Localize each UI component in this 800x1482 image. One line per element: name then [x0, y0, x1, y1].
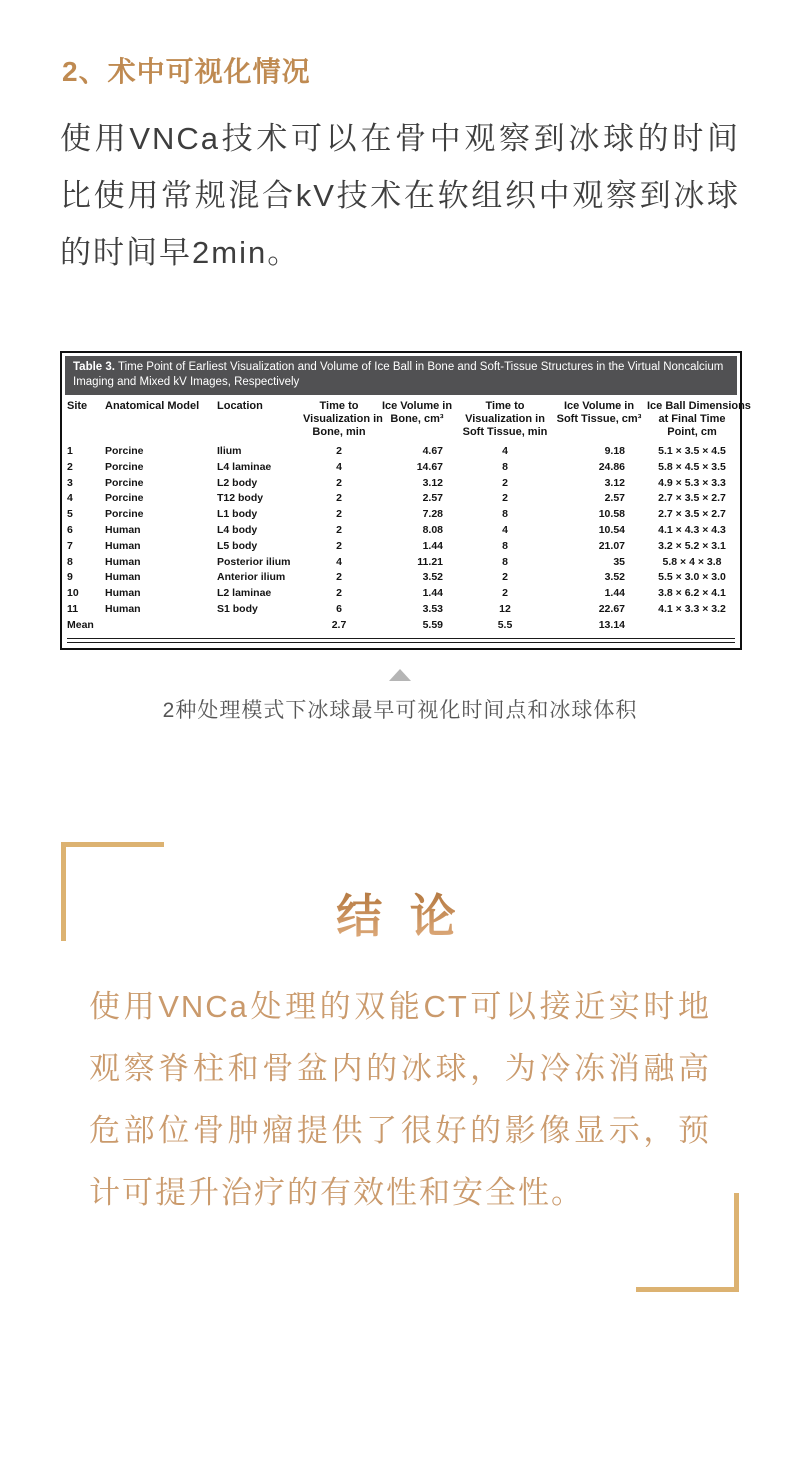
table-cell: 10 — [67, 587, 79, 600]
table-cell: L2 body — [217, 476, 258, 489]
table-cell: 7 — [67, 539, 73, 552]
table-cell: 2.7 × 3.5 × 2.7 — [658, 492, 726, 505]
column-header: Time to Visualization in Soft Tissue, min — [462, 400, 548, 438]
table-cell: 5 — [67, 508, 73, 521]
table-row — [65, 476, 737, 492]
table-cell: L1 body — [217, 508, 258, 521]
results-table-head — [65, 400, 751, 444]
table-cell: L5 body — [217, 539, 258, 552]
table-cell: 2 — [502, 492, 508, 505]
table-cell: 2.57 — [604, 492, 625, 505]
table-cell: 4 — [336, 555, 342, 568]
caption-arrow-icon — [389, 669, 411, 681]
table-cell: 8 — [502, 555, 508, 568]
corner-bracket-top-left-icon — [61, 842, 164, 941]
table-cell: Porcine — [105, 445, 144, 457]
table-cell: 6 — [336, 602, 342, 615]
table-cell: 3 — [67, 476, 73, 489]
table-cell: 2 — [336, 492, 342, 505]
table-cell: 9.18 — [604, 445, 625, 457]
column-header: Location — [217, 400, 263, 412]
table-cell: T12 body — [217, 492, 264, 505]
table-number-label: Table 3. — [73, 361, 115, 373]
table-cell: Posterior ilium — [217, 555, 291, 568]
column-header: Ice Volume in Bone, cm³ — [381, 400, 453, 425]
table-cell: 2 — [336, 445, 342, 457]
table-cell: 4.9 × 5.3 × 3.3 — [658, 476, 726, 489]
table-cell: Porcine — [105, 508, 144, 521]
table-row — [65, 555, 737, 571]
table-cell: Ilium — [217, 445, 242, 457]
table-row — [65, 491, 737, 507]
table-row — [65, 507, 737, 523]
journal-table-figure — [60, 351, 751, 650]
column-header: Anatomical Model — [105, 400, 200, 412]
table-cell: 3.52 — [422, 571, 443, 584]
table-cell: Human — [105, 555, 141, 568]
table-cell: 2.7 × 3.5 × 2.7 — [658, 508, 726, 521]
table-cell: 5.5 — [497, 618, 513, 631]
table-cell: 13.14 — [598, 618, 625, 631]
table-cell: Mean — [67, 618, 94, 631]
table-cell: 5.8 × 4 × 3.8 — [662, 555, 722, 568]
table-row — [65, 539, 737, 555]
conclusion-paragraph: 使用VNCa处理的双能CT可以接近实时地观察脊柱和骨盆内的冰球，为冷冻消融高危部位骨肿瘤提供了很好的影像显示，预计可提升治疗的有效性和安全性。 — [89, 988, 711, 1210]
table-cell: 4 — [67, 492, 73, 505]
table-cell: 10.54 — [598, 523, 625, 536]
table-cell: Human — [105, 602, 141, 615]
table-title-text: Time Point of Earliest Visualization and Volume of Ice Ball in Bone and Soft-Tissue Structures in the Virtual Noncalcium Imaging and Mixed kV Images, Respectively — [73, 361, 724, 388]
table-cell: 4 — [336, 460, 342, 473]
table-cell: L4 body — [217, 523, 258, 536]
table-cell: 2.7 — [331, 618, 347, 631]
table-cell: 1.44 — [604, 587, 625, 600]
table-cell — [647, 618, 737, 634]
results-table-body — [65, 444, 737, 634]
table-cell: 8 — [67, 555, 73, 568]
table-cell: 11.21 — [417, 555, 443, 568]
results-table — [65, 400, 751, 634]
table-cell: 7.28 — [422, 508, 443, 521]
table-cell: 3.8 × 6.2 × 4.1 — [658, 587, 726, 600]
table-cell: 4.1 × 4.3 × 4.3 — [658, 523, 726, 536]
conclusion-section — [61, 842, 739, 1292]
table-cell: Human — [105, 587, 141, 600]
table-cell: 35 — [613, 555, 625, 568]
table-cell — [217, 618, 303, 634]
column-header: Time to Visualization in Bone, min — [303, 400, 383, 438]
table-cell: 5.5 × 3.0 × 3.0 — [658, 571, 726, 584]
table-row — [65, 602, 737, 618]
table-cell: Porcine — [105, 476, 144, 489]
table-cell: 3.12 — [604, 476, 625, 489]
table-cell: Anterior ilium — [217, 571, 286, 584]
article-page — [0, 50, 800, 1292]
table-cell: 2 — [502, 476, 508, 489]
table-cell — [105, 618, 217, 634]
figure-caption: 2种处理模式下冰球最早可视化时间点和冰球体积 — [162, 698, 638, 722]
table-cell: 1.44 — [422, 587, 443, 600]
table-cell: 1 — [67, 445, 73, 457]
table-cell: Human — [105, 571, 141, 584]
table-cell: 2 — [67, 460, 73, 473]
table-cell: 2 — [336, 523, 342, 536]
table-cell: 11 — [67, 602, 79, 615]
table-cell: 14.67 — [416, 460, 443, 473]
table-row — [65, 618, 737, 634]
table-cell: Human — [105, 523, 141, 536]
table-cell: 10.58 — [598, 508, 625, 521]
table-cell: 8 — [502, 460, 508, 473]
table-cell: Human — [105, 539, 141, 552]
table-cell: 1.44 — [422, 539, 443, 552]
table-title-bar — [65, 356, 737, 395]
table-cell: 2 — [502, 587, 508, 600]
table-cell: L4 laminae — [217, 460, 272, 473]
table-cell: 9 — [67, 571, 73, 584]
table-cell: 4.67 — [422, 445, 443, 457]
table-cell: Porcine — [105, 460, 144, 473]
table-cell: 2 — [336, 476, 342, 489]
table-cell: 5.59 — [422, 618, 443, 631]
table-cell: 2 — [336, 508, 342, 521]
table-cell: 2 — [336, 571, 342, 584]
table-row — [65, 444, 737, 460]
section-heading: 2、术中可视化情况 — [62, 56, 311, 87]
column-header: Ice Volume in Soft Tissue, cm³ — [556, 400, 642, 425]
table-cell: 2 — [336, 539, 342, 552]
table-cell: 3.2 × 5.2 × 3.1 — [658, 539, 726, 552]
table-bottom-rule — [67, 638, 735, 643]
table-cell: 2 — [336, 587, 342, 600]
table-cell: 4 — [502, 445, 508, 457]
table-row — [65, 460, 737, 476]
table-cell: 8 — [502, 508, 508, 521]
table-cell: 6 — [67, 523, 73, 536]
corner-bracket-bottom-right-icon — [636, 1193, 739, 1292]
table-cell: 8 — [502, 539, 508, 552]
table-cell: 12 — [499, 602, 511, 615]
table-cell: 3.53 — [422, 602, 443, 615]
table-cell: 3.12 — [422, 476, 443, 489]
table-row — [65, 570, 737, 586]
table-cell: 5.8 × 4.5 × 3.5 — [658, 460, 726, 473]
table-cell: 4.1 × 3.3 × 3.2 — [658, 602, 726, 615]
intro-paragraph: 使用VNCa技术可以在骨中观察到冰球的时间比使用常规混合kV技术在软组织中观察到冰球的时间早2min。 — [60, 121, 740, 270]
table-cell: L2 laminae — [217, 587, 272, 600]
table-cell: 8.08 — [422, 523, 443, 536]
table-row — [65, 586, 737, 602]
column-header: Site — [67, 400, 88, 412]
conclusion-title: 结 论 — [336, 842, 464, 946]
table-cell: 22.67 — [598, 602, 625, 615]
table-cell: 2 — [502, 571, 508, 584]
table-cell: 24.86 — [598, 460, 625, 473]
table-cell: 2.57 — [422, 492, 443, 505]
column-header: Ice Ball Dimensions at Final Time Point, cm — [647, 400, 751, 438]
table-cell: 21.07 — [598, 539, 625, 552]
table-cell: 3.52 — [604, 571, 625, 584]
table-cell: Porcine — [105, 492, 144, 505]
table-row — [65, 523, 737, 539]
table-cell: 5.1 × 3.5 × 4.5 — [658, 445, 726, 457]
header-row — [65, 400, 737, 444]
table-cell: S1 body — [217, 602, 258, 615]
table-cell: 4 — [502, 523, 508, 536]
